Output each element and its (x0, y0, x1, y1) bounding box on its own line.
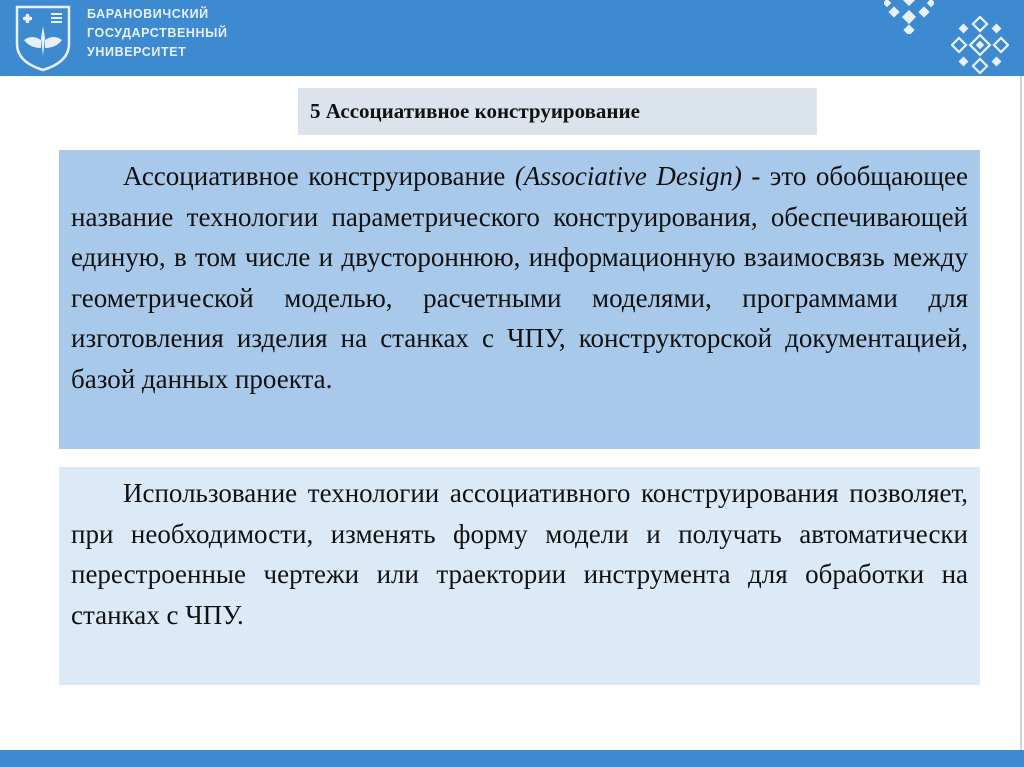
university-crest-icon (14, 4, 72, 72)
university-name-line-3: УНИВЕРСИТЕТ (87, 45, 187, 59)
snowflake-ornament-icon (884, 0, 934, 34)
university-name-line-2: ГОСУДАРСТВЕННЫЙ (87, 26, 228, 40)
university-name-line-1: БАРАНОВИЧСКИЙ (87, 7, 209, 21)
definition-text-rest: - это обобщающее название технологии параметрического конструирования, обеспечивающей единую, в том числе и двустороннюю, информационную взаимосвязь между геометрической моделью, расчетными моделями, программами для изготовления изделия на станках с ЧПУ, конструкторской документацией, базой данных проекта. (71, 161, 969, 394)
usage-paragraph: Использование технологии ассоциативного конструирования позволяет, при необходимости, изменять форму модели и получать автоматически перестроенные чертежи или траектории инструмента для обработки на станках с ЧПУ. (71, 478, 968, 630)
snowflake-ornament-icon (951, 16, 1009, 74)
definition-paragraph (71, 156, 968, 399)
slide-title-box (298, 88, 817, 135)
definition-box (59, 150, 980, 449)
usage-box (59, 467, 980, 685)
definition-english-term: (Associative Design) (514, 161, 742, 191)
definition-text-start: Ассоциативное конструирование (123, 161, 515, 191)
slide-title: 5 Ассоциативное конструирование (310, 99, 640, 123)
footer-bar (0, 750, 1024, 767)
header-bar (0, 0, 1024, 76)
university-name (87, 5, 228, 62)
